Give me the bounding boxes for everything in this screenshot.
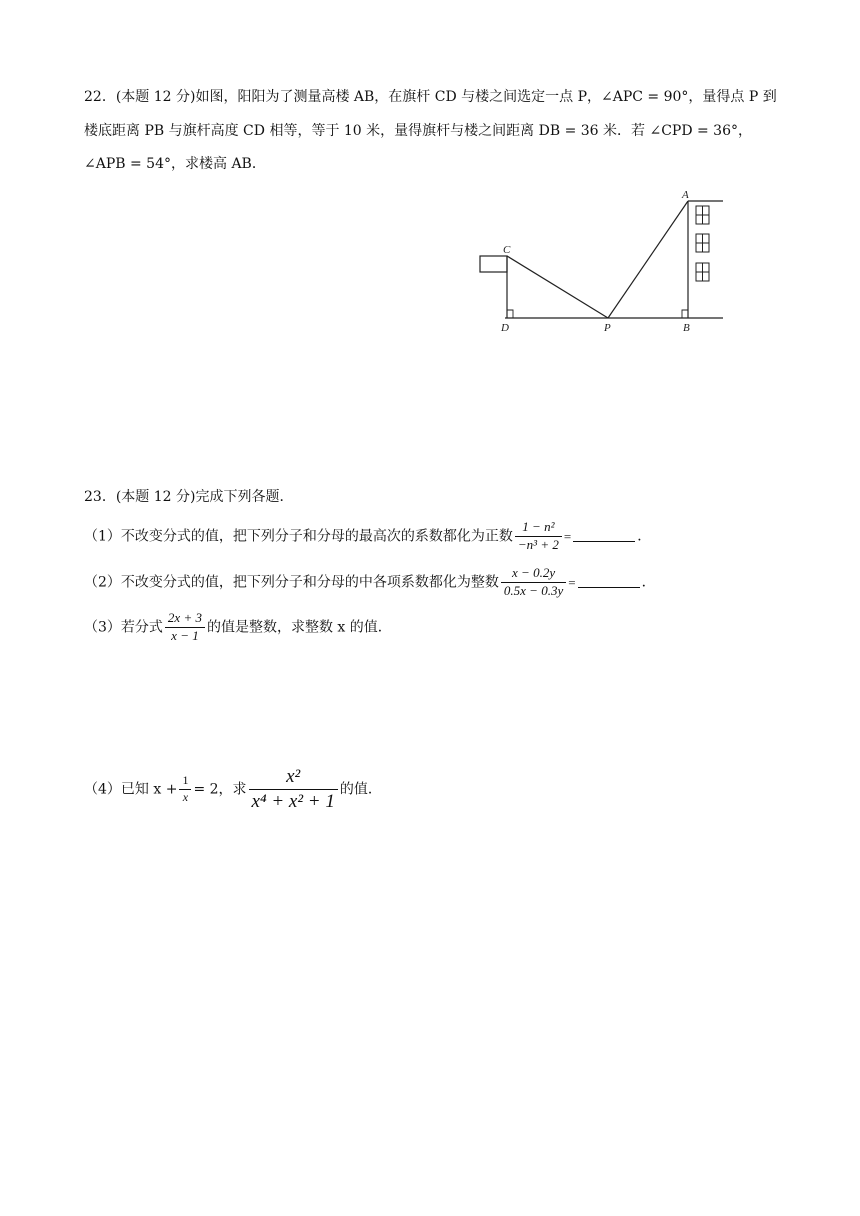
q23-p2-fraction	[501, 566, 566, 599]
q22-figure	[470, 186, 730, 336]
segment-pa	[608, 201, 688, 318]
q23-p4-cond-numerator: 1	[182, 773, 189, 788]
q23-p1-fraction	[515, 520, 562, 553]
label-a: A	[682, 189, 689, 201]
q23-p4-cond-rhs: = 2，求	[193, 781, 247, 798]
q23-p2-denominator: 0.5x − 0.3y	[501, 582, 566, 599]
q22-line-2: 楼底距离 PB 与旗杆高度 CD 相等，等于 10 米，量得旗杆与楼之间距离 DB = 36 米．若 ∠CPD = 36°，	[84, 123, 752, 139]
label-p: P	[604, 322, 611, 334]
q23-p4-condition-fraction	[179, 774, 191, 805]
q23-p2-numerator: x − 0.2y	[512, 565, 556, 580]
q23-p2-answer-blank[interactable]	[578, 587, 640, 588]
q23-part-2	[84, 566, 656, 599]
q23-p4-cond-denominator: x	[179, 789, 191, 805]
q23-p1-numerator: 1 − n²	[522, 519, 555, 534]
q23-p4-numerator: x²	[286, 766, 301, 787]
q23-p1-text: （1）不改变分式的值，把下列分子和分母的最高次的系数都化为正数	[84, 528, 513, 545]
flag	[480, 256, 507, 272]
q23-p2-text: （2）不改变分式的值，把下列分子和分母的中各项系数都化为整数	[84, 574, 499, 591]
segment-cp	[507, 256, 608, 318]
q23-p1-tail: ．	[637, 528, 652, 545]
q23-p3-fraction	[165, 611, 205, 644]
right-angle-b	[682, 310, 688, 318]
q23-p4-denominator: x⁴ + x² + 1	[249, 789, 338, 813]
right-angle-d	[507, 310, 513, 318]
q23-p3-post: 的值是整数，求整数 x 的值．	[206, 619, 392, 636]
label-b: B	[683, 322, 690, 334]
q23-p4-post: 的值．	[339, 781, 382, 798]
building-windows	[696, 206, 709, 281]
q23-p2-tail: ．	[641, 574, 656, 591]
q23-header: 23．(本题 12 分)完成下列各题．	[84, 489, 294, 505]
label-c: C	[503, 244, 511, 256]
q23-p3-numerator: 2x + 3	[167, 610, 202, 625]
q23-p2-equals: =	[568, 574, 576, 590]
q23-p4-fraction	[249, 766, 338, 813]
q23-part-3	[84, 611, 392, 644]
label-d: D	[501, 322, 509, 334]
q23-part-1	[84, 520, 651, 553]
q23-p1-answer-blank[interactable]	[573, 541, 635, 542]
q23-part-4	[84, 766, 382, 813]
q23-p1-denominator: −n³ + 2	[515, 536, 562, 553]
q23-p4-pre: （4）已知 x +	[84, 781, 178, 798]
q23-p3-pre: （3）若分式	[84, 619, 163, 636]
q22-line-1: 22．(本题 12 分)如图，阳阳为了测量高楼 AB，在旗杆 CD 与楼之间选定一点 P，∠APC = 90°，量得点 P 到	[84, 89, 777, 105]
q23-p3-denominator: x − 1	[165, 627, 205, 644]
q22-line-3: ∠APB = 54°，求楼高 AB．	[84, 156, 266, 172]
q23-p1-equals: =	[563, 528, 572, 544]
